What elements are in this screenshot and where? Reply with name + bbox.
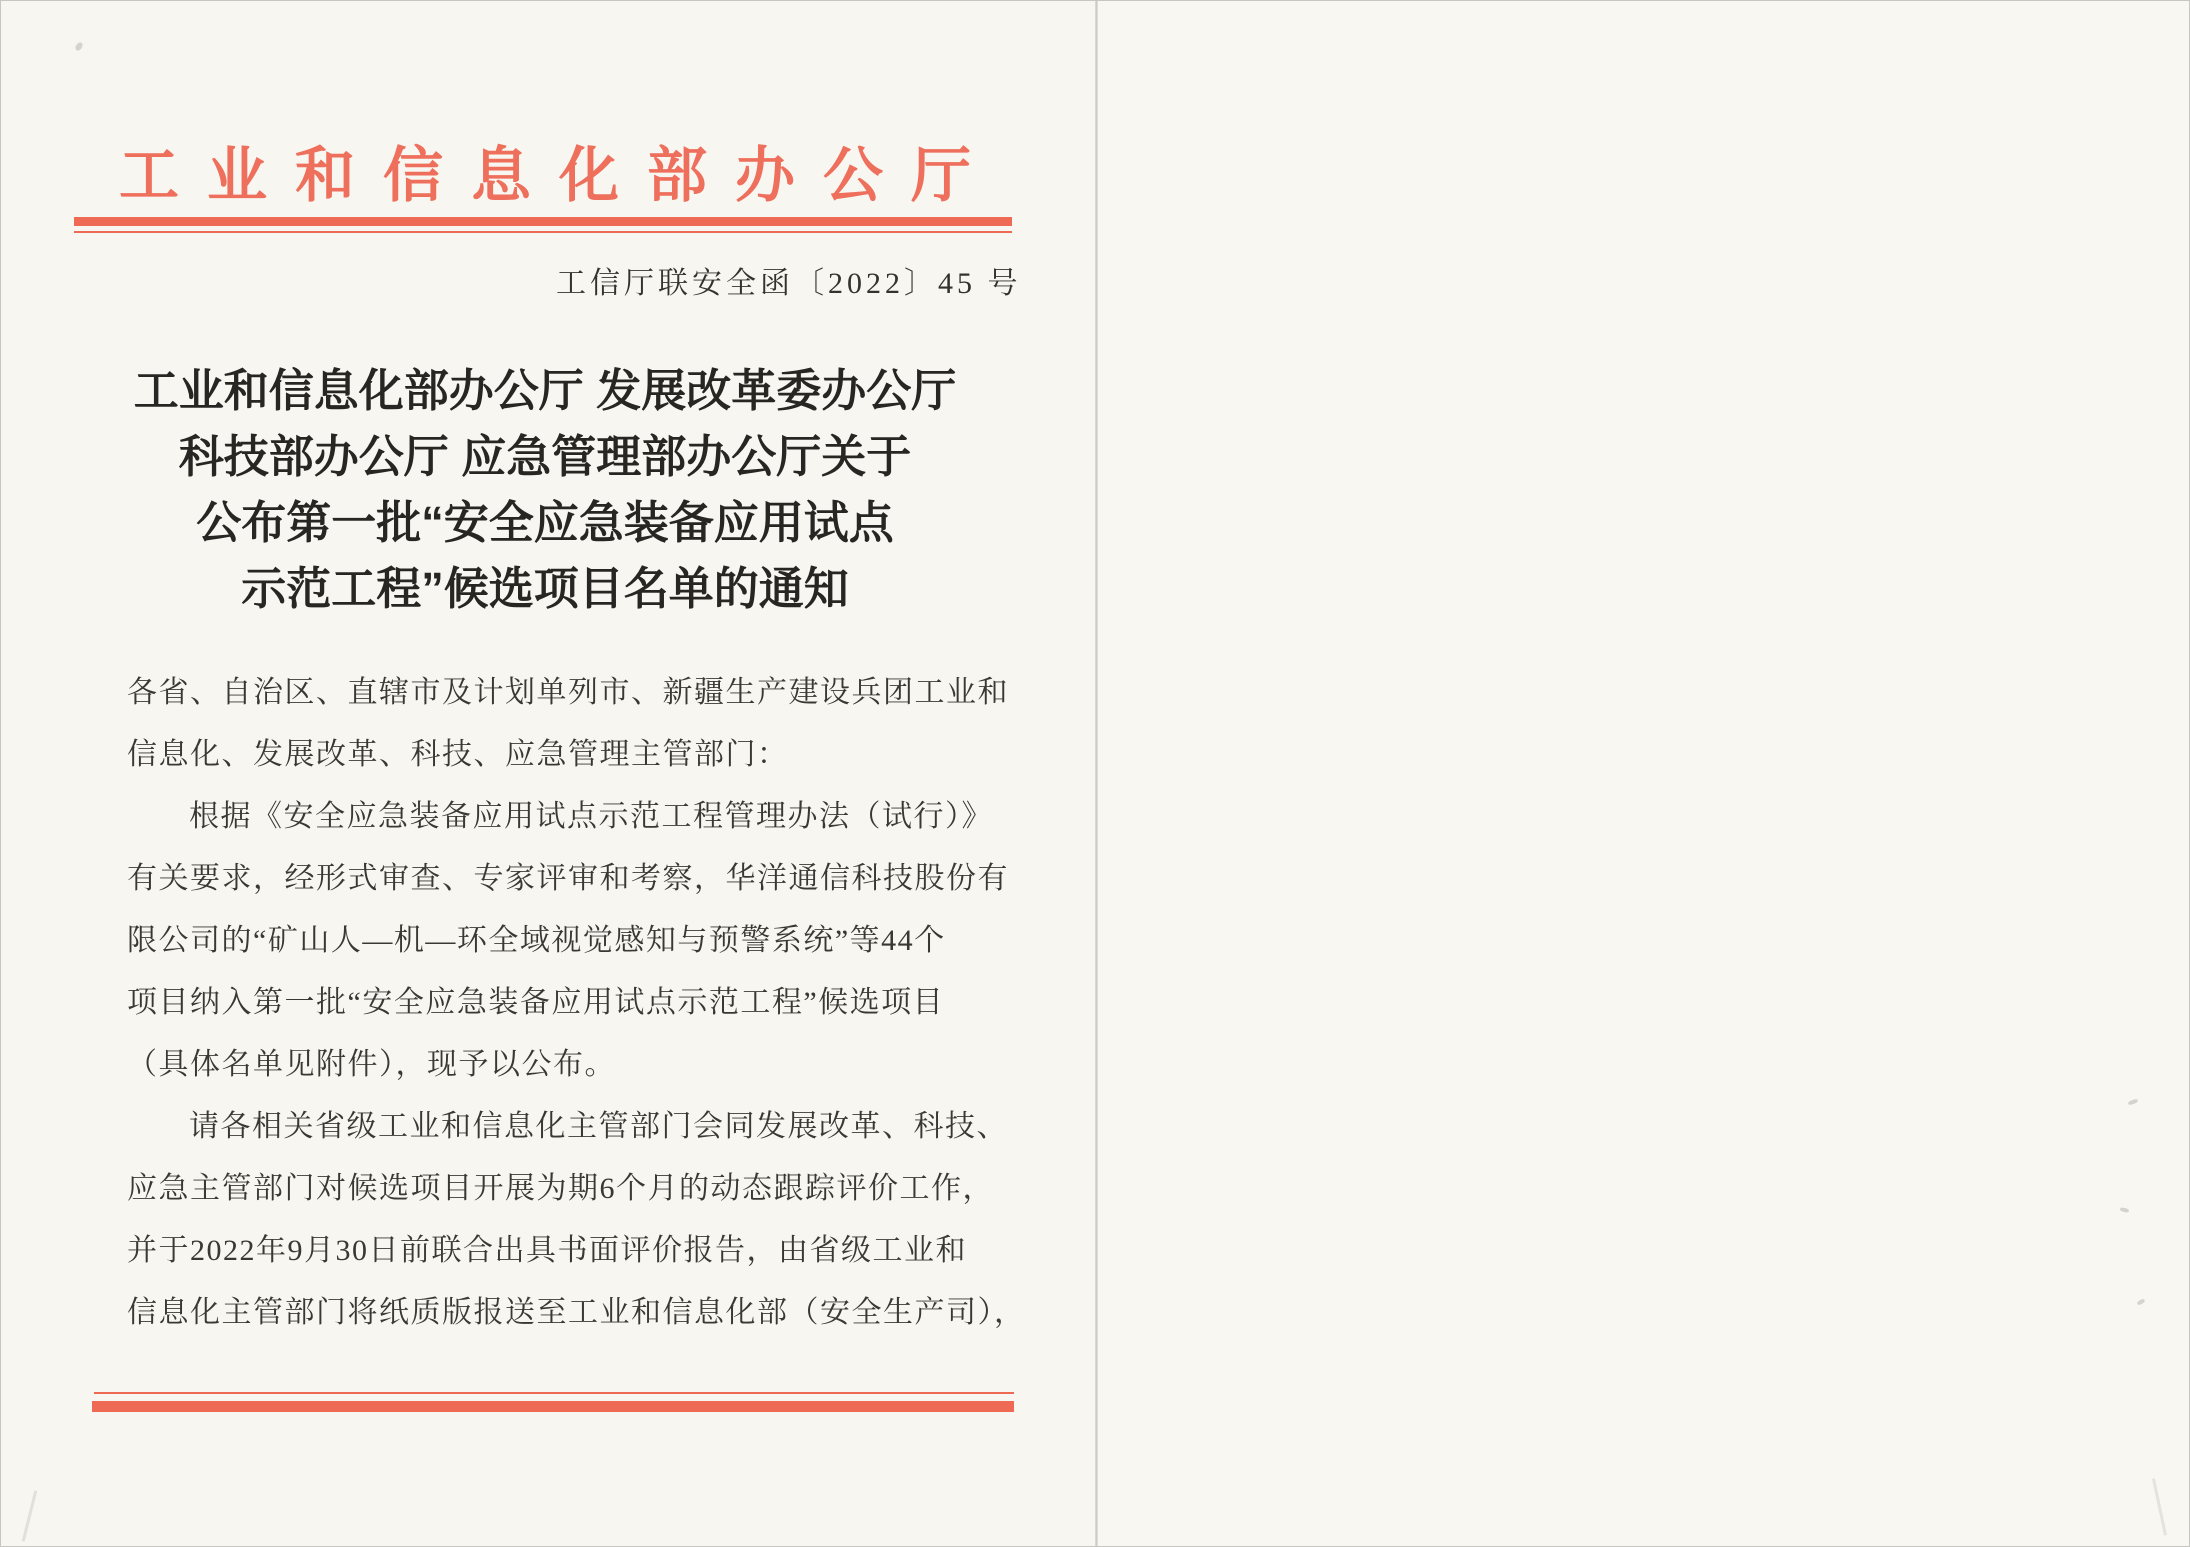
notice-title-line-4: 示范工程”候选项目名单的通知 [241, 563, 849, 614]
body-line: 根据《安全应急装备应用试点示范工程管理办法（试行）》 [189, 800, 993, 833]
body-line: 项目纳入第一批“安全应急装备应用试点示范工程”候选项目 [127, 986, 945, 1019]
ministry-header: 工业和信息化部办公厅 [119, 143, 999, 209]
body-line: （具体名单见附件），现予以公布。 [127, 1048, 616, 1081]
body-line: 并于2022年9月30日前联合出具书面评价报告，由省级工业和 [127, 1234, 967, 1267]
notice-title-line-3: 公布第一批“安全应急装备应用试点 [196, 497, 894, 548]
body-line: 各省、自治区、直辖市及计划单列市、新疆生产建设兵团工业和 [127, 676, 1009, 709]
body-line: 信息化主管部门将纸质版报送至工业和信息化部（安全生产司）， [127, 1296, 1026, 1329]
body-line: 信息化、发展改革、科技、应急管理主管部门： [127, 738, 789, 771]
body-line: 有关要求，经形式审查、专家评审和考察，华洋通信科技股份有 [127, 862, 1009, 895]
notice-title-line-1: 工业和信息化部办公厅 发展改革委办公厅 [133, 365, 957, 416]
notice-title-line-2: 科技部办公厅 应急管理部办公厅关于 [178, 431, 912, 482]
body-line: 限公司的“矿山人—机—环全域视觉感知与预警系统”等44个 [127, 924, 946, 957]
document-number: 工信厅联安全函〔2022〕45 号 [556, 267, 1022, 300]
body-line: 应急主管部门对候选项目开展为期6个月的动态跟踪评价工作， [127, 1172, 994, 1205]
body-line: 请各相关省级工业和信息化主管部门会同发展改革、科技、 [189, 1110, 1008, 1143]
